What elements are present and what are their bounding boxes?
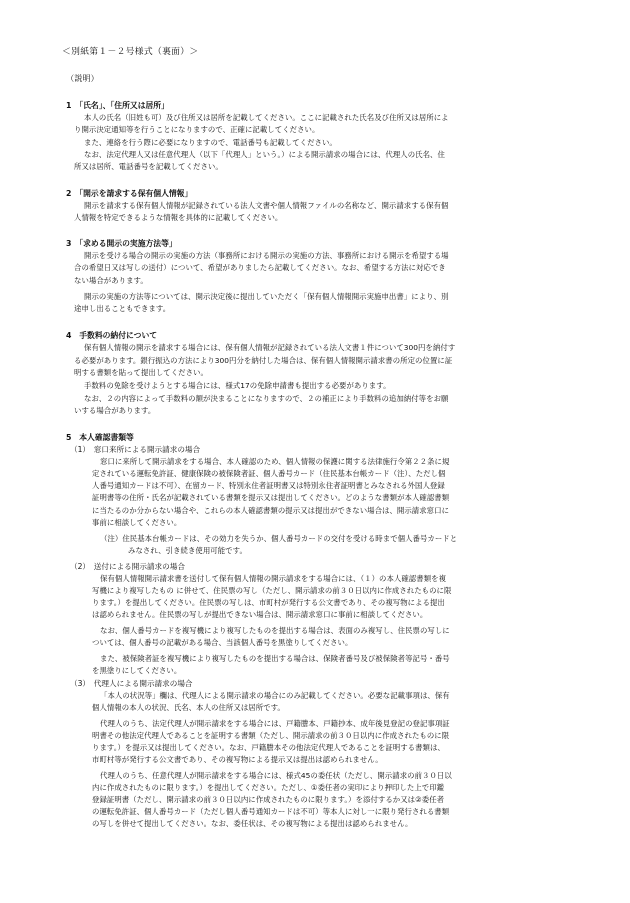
section-5-heading: 5 本人確認書類等 [66, 433, 134, 442]
paragraph-line: 保有個人情報の開示を請求する場合には、保有個人情報が記録されている法人文書１件について300円を納付す [84, 343, 456, 352]
subsection-1-heading: （1） 窓口来所による開示請求の場合 [70, 445, 201, 454]
paragraph-line: 内に作成されたものに限ります。）を提出してください。ただし、①委任者の実印により押印した上で印鑑 [92, 783, 445, 792]
section-4-heading: 4 手数料の納付について [66, 331, 158, 340]
paragraph-line: 途申し出ることもできます。 [74, 304, 171, 313]
paragraph-line: いする場合があります。 [74, 406, 156, 415]
paragraph-line: ない場合があります。 [74, 276, 148, 285]
note-line: みなされ、引き続き使用可能です。 [128, 546, 247, 555]
paragraph-line: ついては、個人番号の記載がある場合、当該個人番号を黒塗りしてください。 [92, 638, 353, 647]
section-1-heading: 1 「氏名」、「住所又は居所」 [66, 101, 169, 110]
paragraph-line: の運転免許証、個人番号カード（ただし個人番号通知カードは不可）等本人に対し一に限り発行される書類 [92, 807, 450, 816]
paragraph-line: の写しを併せて提出してください。なお、委任状は、その複写物による提出は認められません。 [92, 819, 413, 828]
paragraph-line: 保有個人情報開示請求書を送付して保有個人情報の開示請求をする場合には、（１）の本人確認書類を複 [100, 574, 447, 583]
paragraph-line: 代理人のうち、法定代理人が開示請求をする場合には、戸籍謄本、戸籍抄本、成年後見登記の登記事項証 [100, 719, 450, 728]
section-3-heading: 3 「求める開示の実施方法等」 [66, 239, 177, 248]
paragraph-line: 写機により複写したもの に併せて、住民票の写し（ただし、開示請求の前３０日以内に作成されたものに限 [92, 586, 452, 595]
form-title: ＜別紙第１－２号様式（裏面）＞ [62, 47, 199, 57]
paragraph-line: 定されている運転免許証、健康保険の被保険者証、個人番号カード（住民基本台帳カード（注）、ただし個 [92, 469, 446, 478]
paragraph-line: に当たるのか分からない場合や、これらの本人確認書類の提示又は提出ができない場合は、開示請求窓口に [92, 506, 450, 515]
paragraph-line: 代理人のうち、任意代理人が開示請求をする場合には、様式45の委任状（ただし、開示請求の前３０日以 [100, 771, 452, 780]
paragraph-line: 所又は居所、電話番号を記載してください。 [74, 162, 223, 171]
note-line: （注）住民基本台帳カードは、その効力を失うか、個人番号カードの交付を受ける時まで個人番号カードと [100, 534, 458, 543]
paragraph-line: を黒塗りにしてください。 [92, 666, 182, 675]
paragraph-line: 登録証明書（ただし、開示請求の前３０日以内に作成されたものに限ります。）を添付するか又は②委任者 [92, 795, 445, 804]
explanation-label: （説明） [66, 73, 99, 83]
paragraph-line: なお、個人番号カードを複写機により複写したものを提出する場合は、表面のみ複写し、住民票の写しに [100, 626, 450, 635]
paragraph-line: また、連絡を行う際に必要になりますので、電話番号も記載してください。 [84, 138, 337, 147]
paragraph-line: 手数料の免除を受けようとする場合には、様式17の免除申請書も提出する必要があります。 [84, 381, 391, 390]
paragraph-line: なお、法定代理人又は任意代理人（以下「代理人」という。）による開示請求の場合には、代理人の氏名、住 [84, 150, 445, 159]
paragraph-line: 開示を受ける場合の開示の実施の方法（事務所における開示の実施の方法、事務所における開示を希望する場 [84, 251, 449, 260]
paragraph-line: また、被保険者証を複写機により複写したものを提出する場合は、保険者番号及び被保険者等記号・番号 [100, 654, 450, 663]
paragraph-line: 開示の実施の方法等については、開示決定後に提出していただく「保有個人情報開示実施申出書」により、別 [84, 292, 449, 301]
subsection-3-heading: （3） 代理人による開示請求の場合 [70, 679, 193, 688]
paragraph-line: る必要があります。銀行振込の方法により300円分を納付した場合は、保有個人情報開示請求書の所定の位置に証 [74, 356, 453, 365]
paragraph-line: 開示を請求する保有個人情報が記録されている法人文書や個人情報ファイルの名称など、開示請求する保有個 [84, 201, 449, 210]
paragraph-line: なお、２の内容によって手数料の額が決まることになりますので、２の補正により手数料の追加納付等をお願 [84, 394, 449, 403]
paragraph-line: り開示決定通知等を行うことになりますので、正確に記載してください。 [74, 125, 320, 134]
paragraph-line: ります。）を提出してください。住民票の写しは、市町村が発行する公文書であり、その複写物による提出 [92, 598, 445, 607]
paragraph-line: 人番号通知カードは不可）、在留カード、特別永住者証明書又は特別永住者証明書とみなされる外国人登録 [92, 481, 445, 490]
paragraph-line: ります。）を提示又は提出してください。なお、戸籍謄本その他法定代理人であることを証明する書類は、 [92, 743, 445, 752]
paragraph-line: 合の希望日又は写しの送付）について、希望がありましたら記載してください。なお、希望する方法に対応でき [74, 263, 446, 272]
paragraph-line: 個人情報の本人の状況、氏名、本人の住所又は居所です。 [92, 703, 285, 712]
paragraph-line: 明書その他法定代理人であることを証明する書類（ただし、開示請求の前３０日以内に作成されたものに限 [92, 731, 450, 740]
paragraph-line: 事前に相談してください。 [92, 518, 182, 527]
paragraph-line: 明する書類を貼って提出してください。 [74, 368, 208, 377]
paragraph-line: 市町村等が発行する公文書であり、その複写物による提示又は提出は認められません。 [92, 755, 383, 764]
section-2-heading: 2 「開示を請求する保有個人情報」 [66, 189, 193, 198]
paragraph-line: 証明書等の住所・氏名が記載されている書類を提示又は提出してください。どのような書類が本人確認書類 [92, 493, 450, 502]
subsection-2-heading: （2） 送付による開示請求の場合 [70, 562, 185, 571]
paragraph-line: は認められません。住民票の写しが提出できない場合は、開示請求窓口に事前に相談してください。 [92, 610, 428, 619]
paragraph-line: 窓口に来所して開示請求をする場合、本人確認のため、個人情報の保護に関する法律施行令第２２条に規 [100, 457, 450, 466]
paragraph-line: 「本人の状況等」欄は、代理人による開示請求の場合にのみ記載してください。必要な記載事項は、保有 [100, 691, 450, 700]
paragraph-line: 人情報を特定できるような情報を具体的に記載してください。 [74, 213, 283, 222]
paragraph-line: 本人の氏名（旧姓も可）及び住所又は居所を記載してください。ここに記載された氏名及び住所又は居所によ [84, 113, 449, 122]
